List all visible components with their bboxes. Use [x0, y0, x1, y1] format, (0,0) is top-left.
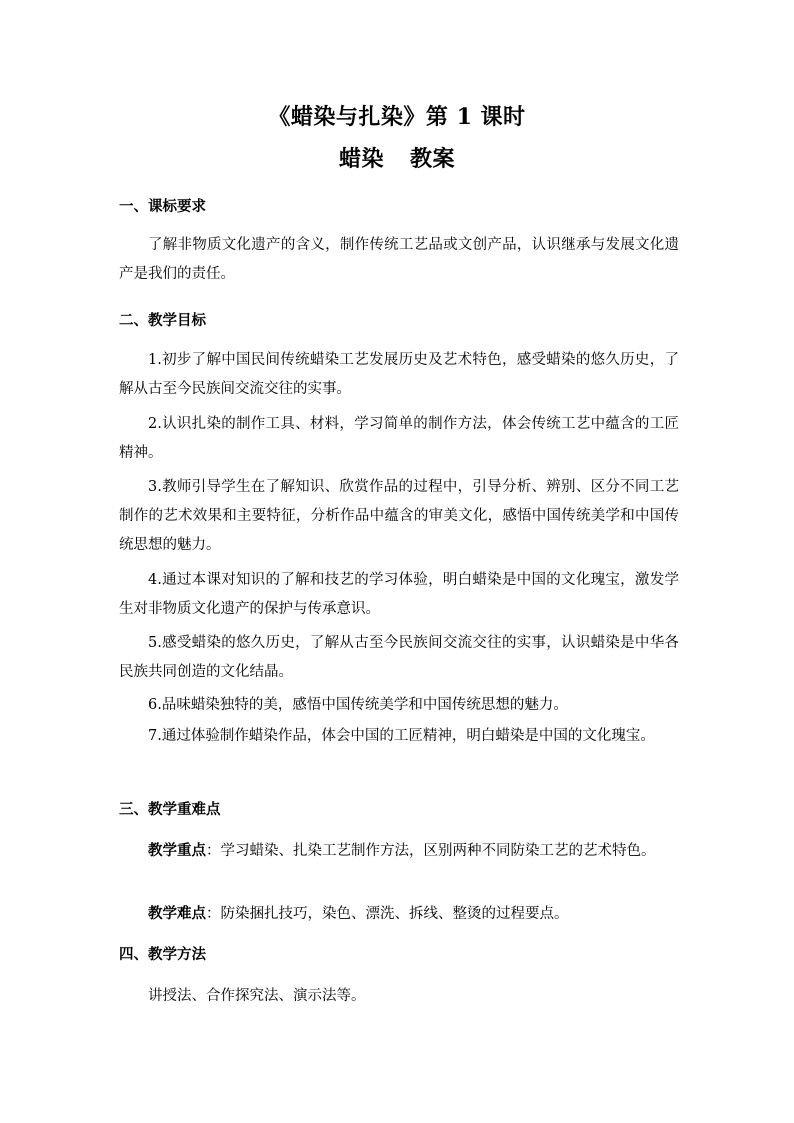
objective-item-6: 6.品味蜡染独特的美，感悟中国传统美学和中国传统思想的魅力。 — [148, 697, 568, 713]
subtitle-part-b: 教案 — [410, 146, 456, 172]
difficulty-label: 教学难点 — [148, 905, 206, 922]
objective-item-4: 4.通过本课对知识的了解和技艺的学习体验，明白蜡染是中国的文化瑰宝，激发学生对非物质文化遗产的保护与传承意识。 — [119, 572, 679, 617]
objective-item-2: 2.认识扎染的制作工具、材料，学习简单的制作方法，体会传统工艺中蕴含的工匠精神。 — [119, 416, 679, 461]
curriculum-paragraph: 了解非物质文化遗产的含义，制作传统工艺品或文创产品，认识继承与发展文化遗产是我们的责任。 — [119, 237, 679, 282]
objective-item-7: 7.通过体验制作蜡染作品，体会中国的工匠精神，明白蜡染是中国的文化瑰宝。 — [148, 728, 655, 744]
section-heading-objectives: 二、教学目标 — [119, 312, 206, 329]
key-point-paragraph — [119, 836, 679, 866]
document-title: 《蜡染与扎染》第 1 课时 — [268, 104, 526, 130]
difficulty-text: ：防染捆扎技巧，染色、漂洗、拆线、整烫的过程要点。 — [206, 906, 569, 922]
document-subtitle — [0, 144, 794, 174]
objective-item-3: 3.教师引导学生在了解知识、欣赏作品的过程中，引导分析、辨别、区分不同工艺制作的艺术效果和主要特征，分析作品中蕴含的审美文化，感悟中国传统美学和中国传统思想的魅力。 — [119, 479, 679, 553]
objective-item-1: 1.初步了解中国民间传统蜡染工艺发展历史及艺术特色，感受蜡染的悠久历史，了解从古至今民族间交流交往的实事。 — [119, 352, 679, 397]
methods-paragraph: 讲授法、合作探究法、演示法等。 — [148, 988, 366, 1004]
section-heading-methods: 四、教学方法 — [119, 946, 206, 963]
key-point-text: ：学习蜡染、扎染工艺制作方法，区别两种不同防染工艺的艺术特色。 — [206, 843, 656, 859]
section-heading-curriculum: 一、课标要求 — [119, 198, 206, 215]
difficulty-paragraph — [119, 899, 679, 929]
section-heading-key-points: 三、教学重难点 — [119, 801, 221, 818]
subtitle-part-a: 蜡染 — [338, 146, 384, 172]
key-point-label: 教学重点 — [148, 842, 206, 859]
objective-item-5: 5.感受蜡染的悠久历史，了解从古至今民族间交流交往的实事，认识蜡染是中华各民族共同创造的文化结晶。 — [119, 635, 679, 680]
